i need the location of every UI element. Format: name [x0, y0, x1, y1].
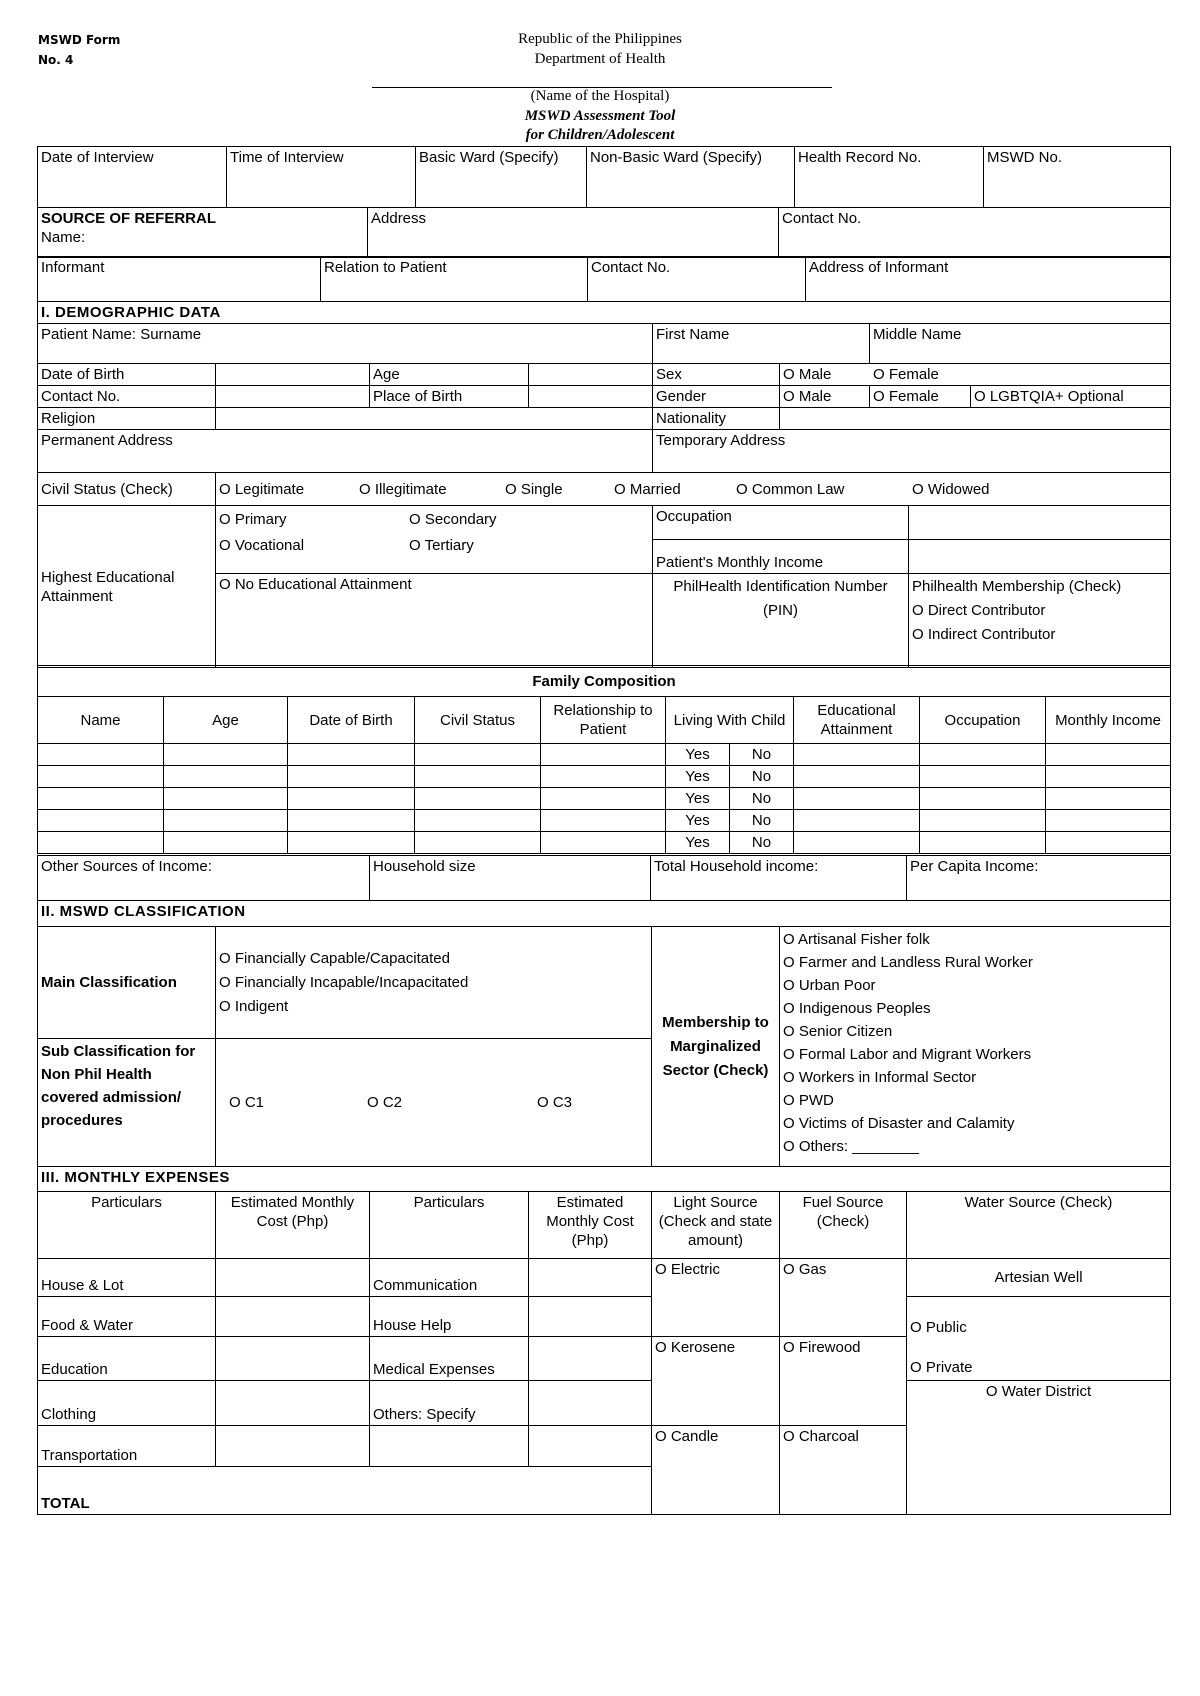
republic-line: Republic of the Philippines — [518, 31, 682, 47]
family-col-education: Educational Attainment — [794, 697, 920, 744]
edu-secondary-radio[interactable]: O Secondary — [409, 511, 497, 528]
expense-label: Education — [38, 1337, 216, 1381]
sector-disaster-radio[interactable]: O Victims of Disaster and Calamity — [783, 1115, 1015, 1132]
water-artesian-label: Artesian Well — [907, 1259, 1171, 1297]
sector-others-radio[interactable]: O Others: ________ — [783, 1138, 919, 1155]
contact-field[interactable] — [216, 386, 370, 408]
pin-field[interactable]: PhilHealth Identification Number (PIN) — [653, 574, 909, 668]
expenses-total: TOTAL — [38, 1467, 652, 1515]
fuel-source-header: Fuel Source (Check) — [780, 1192, 907, 1259]
sector-farmer-radio[interactable]: O Farmer and Landless Rural Worker — [783, 954, 1033, 971]
per-capita-field[interactable]: Per Capita Income: — [907, 856, 1171, 901]
civil-commonlaw-radio[interactable]: O Common Law — [736, 480, 845, 498]
civil-status-label: Civil Status (Check) — [38, 473, 216, 506]
sector-informal-radio[interactable]: O Workers in Informal Sector — [783, 1069, 977, 1086]
living-no-option[interactable]: No — [730, 766, 794, 788]
expense-label-blank[interactable] — [370, 1426, 529, 1467]
family-col-living: Living With Child — [666, 697, 794, 744]
department-line: Department of Health — [534, 51, 666, 67]
monthly-income-label: Patient's Monthly Income — [653, 540, 909, 574]
civil-married-radio[interactable]: O Married — [614, 480, 681, 498]
referral-address-field[interactable]: Address — [368, 208, 779, 258]
basic-ward-field[interactable]: Basic Ward (Specify) — [416, 147, 587, 208]
water-public-radio[interactable]: O Public — [910, 1319, 967, 1336]
expense-label: House Help — [370, 1297, 529, 1337]
living-no-option[interactable]: No — [730, 810, 794, 832]
expense-cost-field[interactable] — [529, 1297, 652, 1337]
date-of-interview-field[interactable]: Date of Interview — [38, 147, 227, 208]
informant-address-field[interactable]: Address of Informant — [806, 257, 1171, 302]
living-yes-option[interactable]: Yes — [666, 766, 730, 788]
expense-label: Transportation — [38, 1426, 216, 1467]
family-row — [38, 766, 1171, 788]
occupation-label: Occupation — [653, 506, 909, 540]
edu-tertiary-radio[interactable]: O Tertiary — [409, 537, 474, 554]
expense-label: House & Lot — [38, 1259, 216, 1297]
living-yes-option[interactable]: Yes — [666, 810, 730, 832]
first-name-field[interactable]: First Name — [653, 324, 870, 364]
civil-single-radio[interactable]: O Single — [505, 480, 563, 498]
form-code-line2: No. 4 — [38, 53, 74, 67]
family-col-name: Name — [38, 697, 164, 744]
expenses-table — [37, 1166, 1171, 1515]
expense-cost-field[interactable] — [216, 1426, 370, 1467]
fuel-firewood-radio[interactable]: O Firewood — [780, 1337, 907, 1426]
main-classification-options[interactable] — [216, 927, 652, 1039]
informant-field[interactable]: Informant — [38, 257, 321, 302]
demographic-table — [37, 301, 1171, 506]
sector-senior-radio[interactable]: O Senior Citizen — [783, 1023, 893, 1040]
civil-illegitimate-radio[interactable]: O Illegitimate — [359, 480, 447, 498]
other-income-field[interactable]: Other Sources of Income: — [38, 856, 370, 901]
sex-label: Sex — [653, 364, 780, 386]
family-col-occupation: Occupation — [920, 697, 1046, 744]
family-row — [38, 788, 1171, 810]
pob-field[interactable] — [529, 386, 653, 408]
permanent-address-field[interactable]: Permanent Address — [38, 430, 653, 473]
sub-classification-options[interactable] — [216, 1039, 652, 1167]
education-label: Highest Educational Attainment — [38, 506, 216, 668]
contact-label: Contact No. — [38, 386, 216, 408]
gender-label: Gender — [653, 386, 780, 408]
sector-fisher-radio[interactable]: O Artisanal Fisher folk — [783, 931, 930, 948]
relation-field[interactable]: Relation to Patient — [321, 257, 588, 302]
form-code-line1: MSWD Form — [38, 33, 121, 47]
expense-cost-field[interactable] — [216, 1337, 370, 1381]
family-row — [38, 832, 1171, 854]
surname-field[interactable]: Patient Name: Surname — [38, 324, 653, 364]
form-title-2: for Children/Adolescent — [525, 127, 675, 143]
water-public-private[interactable] — [907, 1297, 1171, 1381]
expense-label: Clothing — [38, 1381, 216, 1426]
education-table — [37, 505, 1171, 668]
informant-table — [37, 256, 1171, 302]
c3-radio[interactable]: O C3 — [537, 1094, 573, 1111]
expense-cost-field[interactable] — [529, 1259, 652, 1297]
fuel-gas-radio[interactable]: O Gas — [780, 1259, 907, 1337]
household-size-field[interactable]: Household size — [370, 856, 651, 901]
philhealth-indirect-radio[interactable]: O Indirect Contributor — [912, 626, 1056, 643]
main-classification-label: Main Classification — [38, 927, 216, 1039]
nationality-label: Nationality — [653, 408, 780, 430]
civil-widowed-radio[interactable]: O Widowed — [912, 480, 990, 498]
sex-female-radio[interactable]: O Female — [873, 366, 939, 383]
civil-legitimate-radio[interactable]: O Legitimate — [219, 480, 305, 498]
living-no-option[interactable]: No — [730, 788, 794, 810]
religion-label: Religion — [38, 408, 216, 430]
light-candle-radio[interactable]: O Candle — [652, 1426, 780, 1515]
particulars-header-1: Particulars — [38, 1192, 216, 1259]
dob-field[interactable] — [216, 364, 370, 386]
water-district-radio[interactable]: O Water District — [907, 1381, 1171, 1515]
informant-contact-field[interactable]: Contact No. — [588, 257, 806, 302]
fuel-charcoal-radio[interactable]: O Charcoal — [780, 1426, 907, 1515]
c2-radio[interactable]: O C2 — [367, 1094, 403, 1111]
total-income-field[interactable]: Total Household income: — [651, 856, 907, 901]
light-source-header: Light Source (Check and state amount) — [652, 1192, 780, 1259]
classification-table — [37, 900, 1171, 1167]
living-yes-option[interactable]: Yes — [666, 788, 730, 810]
hospital-name-caption: (Name of the Hospital) — [530, 88, 670, 104]
expense-cost-field[interactable] — [529, 1426, 652, 1467]
sex-options[interactable] — [780, 364, 1171, 386]
family-row — [38, 744, 1171, 766]
expense-cost-field[interactable] — [216, 1259, 370, 1297]
living-yes-option[interactable]: Yes — [666, 832, 730, 854]
financially-incapable-radio[interactable]: O Financially Incapable/Incapacitated — [219, 973, 469, 991]
particulars-header-2: Particulars — [370, 1192, 529, 1259]
middle-name-field[interactable]: Middle Name — [870, 324, 1171, 364]
membership-label: Membership to Marginalized Sector (Check) — [652, 927, 780, 1167]
est-cost-header-1: Estimated Monthly Cost (Php) — [216, 1192, 370, 1259]
family-col-age: Age — [164, 697, 288, 744]
dob-label: Date of Birth — [38, 364, 216, 386]
age-label: Age — [370, 364, 529, 386]
demographic-heading: I. DEMOGRAPHIC DATA — [38, 302, 1171, 324]
family-col-income: Monthly Income — [1046, 697, 1171, 744]
expense-label: Others: Specify — [370, 1381, 529, 1426]
pob-label: Place of Birth — [370, 386, 529, 408]
philhealth-membership[interactable]: Philhealth Membership (Check) O Direct Contributor O Indirect Contributor — [909, 574, 1171, 668]
classification-heading: II. MSWD CLASSIFICATION — [38, 901, 1171, 927]
referral-contact-field[interactable]: Contact No. — [779, 208, 1171, 258]
nationality-field[interactable] — [780, 408, 1171, 430]
living-yes-option[interactable]: Yes — [666, 744, 730, 766]
sector-indigenous-radio[interactable]: O Indigenous Peoples — [783, 1000, 931, 1017]
water-source-header: Water Source (Check) — [907, 1192, 1171, 1259]
gender-female-radio[interactable]: O Female — [870, 386, 971, 408]
monthly-income-field[interactable] — [909, 540, 1171, 574]
edu-vocational-radio[interactable]: O Vocational — [219, 537, 305, 554]
sector-urban-poor-radio[interactable]: O Urban Poor — [783, 977, 876, 994]
mswd-no-field[interactable]: MSWD No. — [984, 147, 1171, 208]
edu-none-radio[interactable]: O No Educational Attainment — [216, 574, 653, 668]
expense-cost-field[interactable] — [216, 1381, 370, 1426]
expense-label: Medical Expenses — [370, 1337, 529, 1381]
expense-cost-field[interactable] — [529, 1381, 652, 1426]
health-record-no-field[interactable]: Health Record No. — [795, 147, 984, 208]
referral-heading: SOURCE OF REFERRAL — [41, 210, 217, 227]
gender-male-radio[interactable]: O Male — [780, 386, 870, 408]
c1-radio[interactable]: O C1 — [229, 1094, 265, 1111]
family-col-civil: Civil Status — [415, 697, 541, 744]
referral-table — [37, 207, 1171, 258]
sub-classification-label: Sub Classification for Non Phil Health covered admission/ procedures — [38, 1039, 216, 1167]
family-heading: Family Composition — [38, 666, 1171, 697]
family-col-relationship: Relationship to Patient — [541, 697, 666, 744]
referral-name-field[interactable]: SOURCE OF REFERRAL Name: — [38, 208, 368, 258]
financially-capable-radio[interactable]: O Financially Capable/Capacitated — [219, 949, 450, 967]
time-of-interview-field[interactable]: Time of Interview — [227, 147, 416, 208]
living-no-option[interactable]: No — [730, 832, 794, 854]
occupation-field[interactable] — [909, 506, 1171, 540]
sector-pwd-radio[interactable]: O PWD — [783, 1092, 834, 1109]
water-private-radio[interactable]: O Private — [910, 1359, 973, 1376]
light-kerosene-radio[interactable]: O Kerosene — [652, 1337, 780, 1426]
expense-label: Food & Water — [38, 1297, 216, 1337]
temporary-address-field[interactable]: Temporary Address — [653, 430, 1171, 473]
civil-status-options[interactable] — [216, 473, 1171, 506]
philhealth-direct-radio[interactable]: O Direct Contributor — [912, 602, 1046, 619]
form-title-1: MSWD Assessment Tool — [524, 108, 676, 124]
living-no-option[interactable]: No — [730, 744, 794, 766]
sector-options[interactable] — [780, 927, 1171, 1167]
age-field[interactable] — [529, 364, 653, 386]
gender-lgbt-radio[interactable]: O LGBTQIA+ Optional — [971, 386, 1171, 408]
income-summary-table — [37, 855, 1171, 901]
religion-field[interactable] — [216, 408, 653, 430]
expense-cost-field[interactable] — [529, 1337, 652, 1381]
family-table — [37, 665, 1171, 854]
edu-primary-radio[interactable]: O Primary — [219, 511, 287, 528]
expense-cost-field[interactable] — [216, 1297, 370, 1337]
light-electric-radio[interactable]: O Electric — [652, 1259, 780, 1337]
interview-table — [37, 146, 1171, 208]
family-row — [38, 810, 1171, 832]
indigent-radio[interactable]: O Indigent — [219, 997, 289, 1015]
sector-formal-labor-radio[interactable]: O Formal Labor and Migrant Workers — [783, 1046, 1032, 1063]
expense-label: Communication — [370, 1259, 529, 1297]
family-col-dob: Date of Birth — [288, 697, 415, 744]
est-cost-header-2: Estimated Monthly Cost (Php) — [529, 1192, 652, 1259]
non-basic-ward-field[interactable]: Non-Basic Ward (Specify) — [587, 147, 795, 208]
expenses-heading: III. MONTHLY EXPENSES — [38, 1167, 1171, 1192]
education-options[interactable] — [216, 506, 653, 574]
sex-male-radio[interactable]: O Male — [783, 366, 832, 383]
